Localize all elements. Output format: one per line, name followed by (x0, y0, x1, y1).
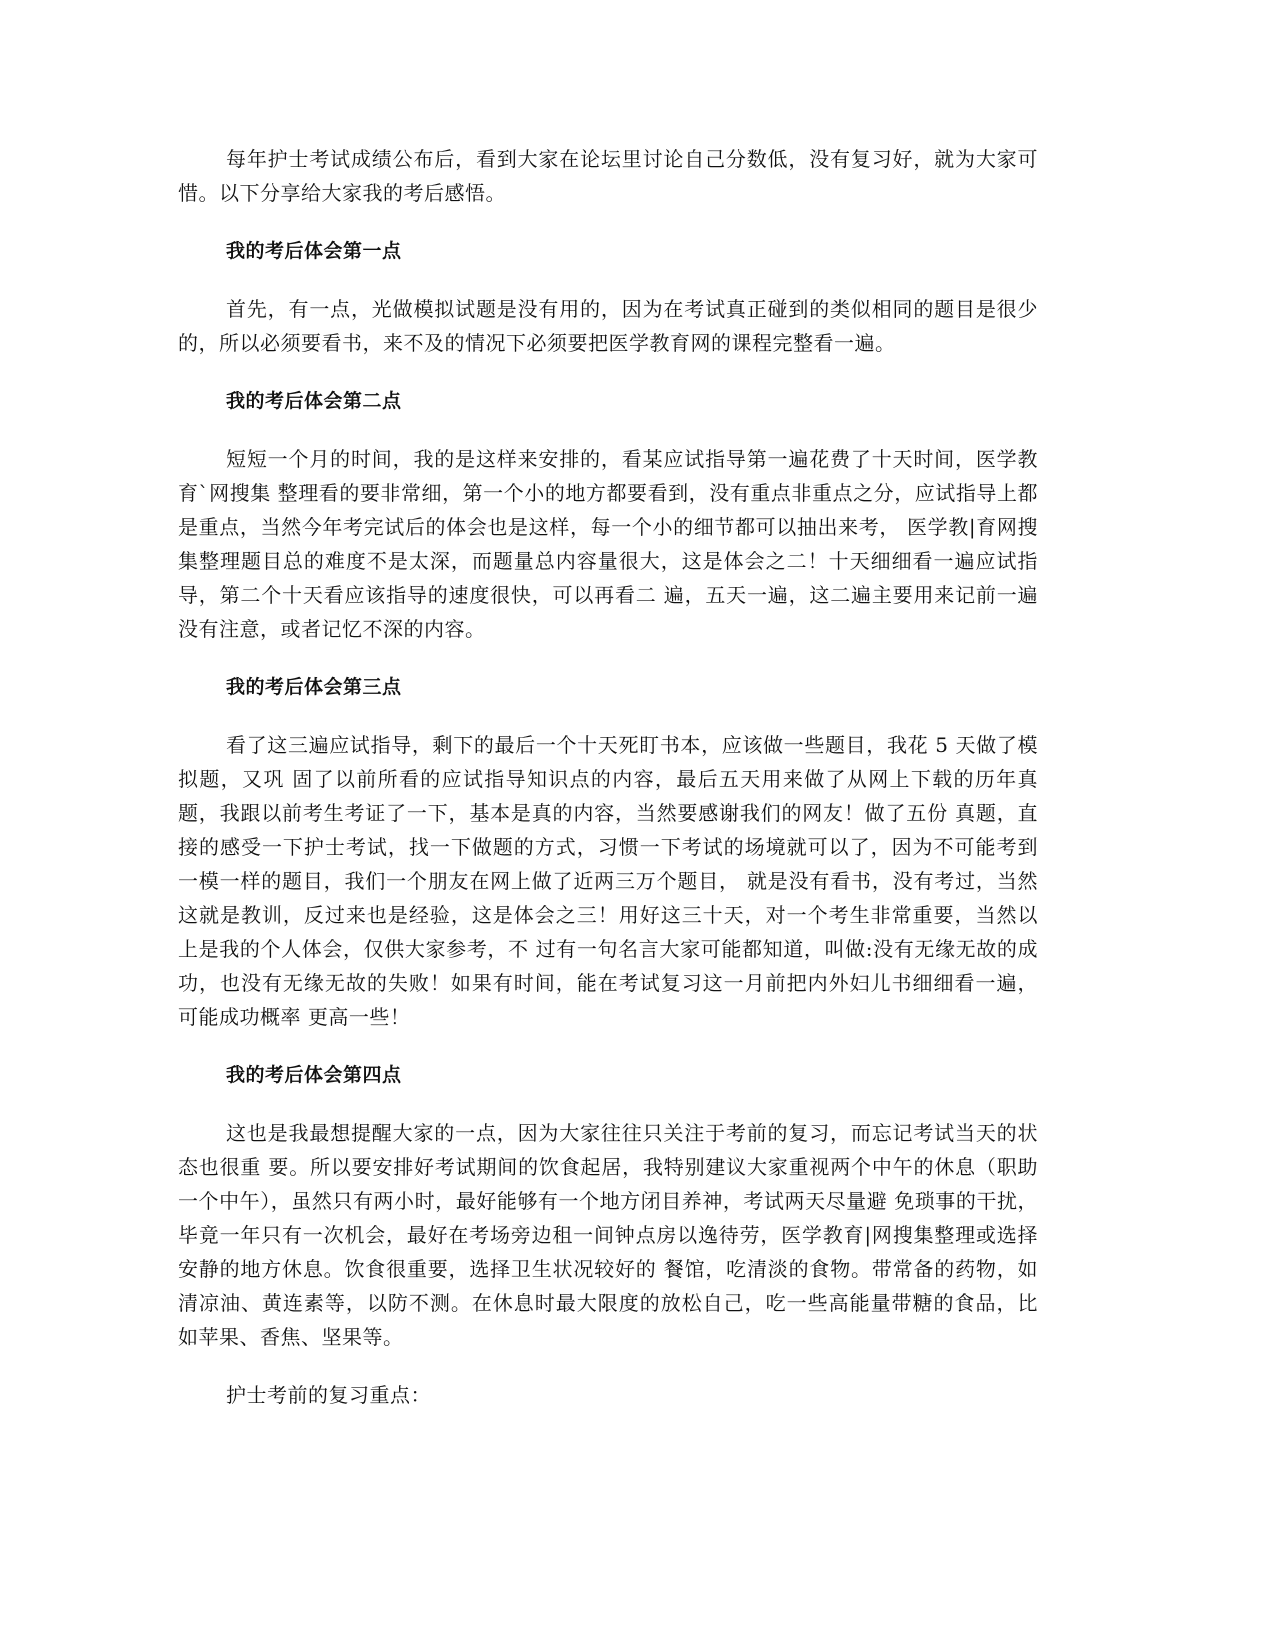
intro-paragraph: 每年护士考试成绩公布后，看到大家在论坛里讨论自己分数低，没有复习好，就为大家可惜。以下分享给大家我的考后感悟。 (178, 147, 1038, 205)
section-heading-1: 我的考后体会第一点 (226, 240, 402, 262)
document-page (178, 142, 1038, 1412)
section-body-2: 短短一个月的时间，我的是这样来安排的，看某应试指导第一遍花费了十天时间，医学教育`网搜集 整理看的要非常细，第一个小的地方都要看到，没有重点非重点之分，应试指导上都是重点，当然今年考完试后的体会也是这样，每一个小的细节都可以抽出来考， 医学教|育网搜集整理题目总的难度不是太深，而题量总内容量很大，这是体会之二！十天细细看一遍应试指导，第二个十天看应该指导的速度很快，可以再看二 遍，五天一遍，这二遍主要用来记前一遍没有注意，或者记忆不深的内容。 (178, 447, 1038, 641)
section-body-4: 这也是我最想提醒大家的一点，因为大家往往只关注于考前的复习，而忘记考试当天的状态也很重 要。所以要安排好考试期间的饮食起居，我特别建议大家重视两个中午的休息（职助一个中午），虽然只有两小时，最好能够有一个地方闭目养神，考试两天尽量避 免琐事的干扰，毕竟一年只有一次机会，最好在考场旁边租一间钟点房以逸待劳，医学教育|网搜集整理或选择安静的地方休息。饮食很重要，选择卫生状况较好的 餐馆，吃清淡的食物。带常备的药物，如清凉油、黄连素等，以防不测。在休息时最大限度的放松自己，吃一些高能量带糖的食品，比如苹果、香焦、坚果等。 (178, 1121, 1038, 1349)
closing-paragraph: 护士考前的复习重点： (226, 1383, 431, 1407)
section-heading-3: 我的考后体会第三点 (226, 676, 402, 698)
section-heading-2: 我的考后体会第二点 (226, 390, 402, 412)
section-heading-4: 我的考后体会第四点 (226, 1064, 402, 1086)
section-body-3: 看了这三遍应试指导，剩下的最后一个十天死盯书本，应该做一些题目，我花 5 天做了模拟题，又巩 固了以前所看的应试指导知识点的内容，最后五天用来做了从网上下载的历年真题，我跟以前考生考证了一下，基本是真的内容，当然要感谢我们的网友！做了五份 真题，直接的感受一下护士考试，找一下做题的方式，习惯一下考试的场境就可以了，因为不可能考到一模一样的题目，我们一个朋友在网上做了近两三万个题目， 就是没有看书，没有考过，当然这就是教训，反过来也是经验，这是体会之三！用好这三十天，对一个考生非常重要，当然以上是我的个人体会，仅供大家参考，不 过有一句名言大家可能都知道，叫做:没有无缘无故的成功，也没有无缘无故的失败！如果有时间，能在考试复习这一月前把内外妇儿书细细看一遍，可能成功概率 更高一些！ (178, 733, 1038, 1029)
section-body-1: 首先，有一点，光做模拟试题是没有用的，因为在考试真正碰到的类似相同的题目是很少的，所以必须要看书，来不及的情况下必须要把医学教育网的课程完整看一遍。 (178, 297, 1038, 355)
